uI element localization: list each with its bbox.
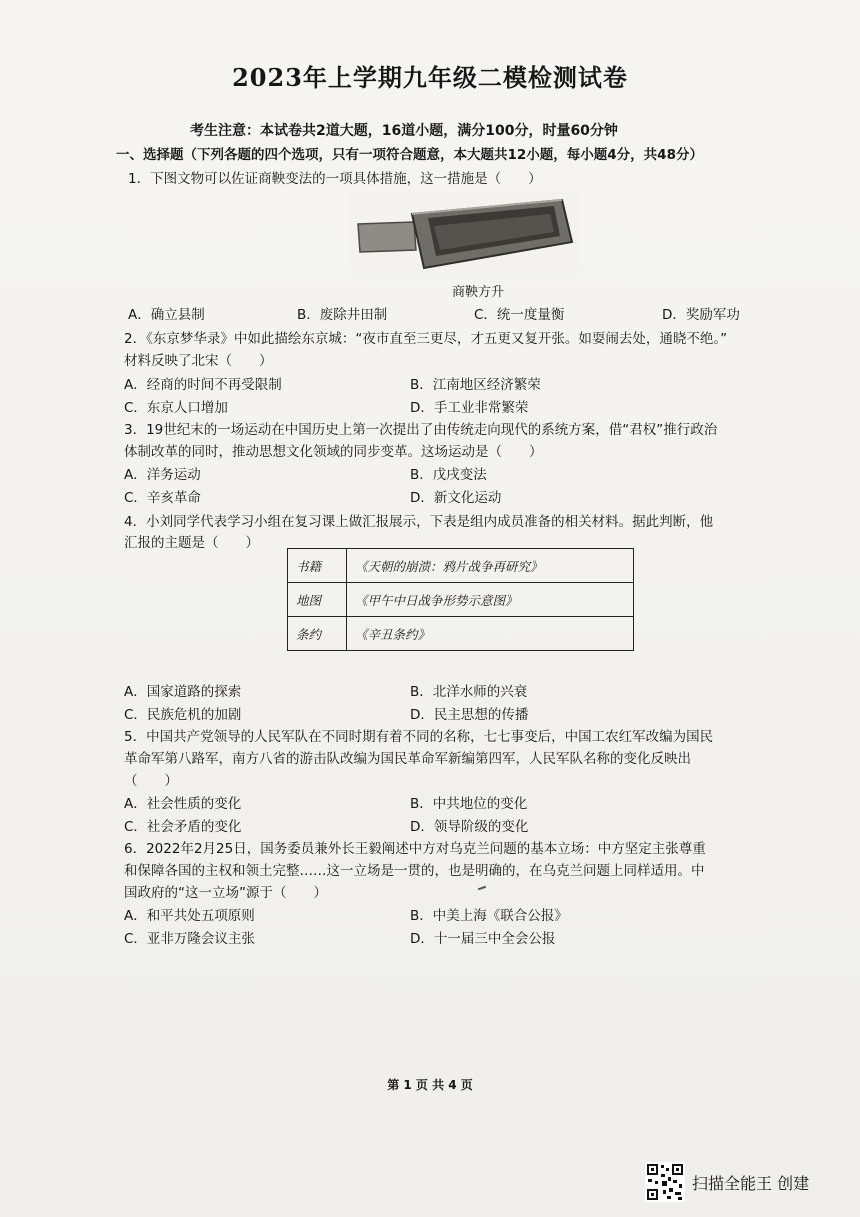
question-6-stem-line-3: 国政府的“这一立场”源于（ ） [124,885,327,901]
question-1-stem: 1．下图文物可以佐证商鞅变法的一项具体措施，这一措施是（ ） [128,171,542,187]
question-3-stem-line-1: 3．19世纪末的一场运动在中国历史上第一次提出了由传统走向现代的系统方案，借“君权”推行政治 [124,422,718,438]
question-4-stem-line-2: 汇报的主题是（ ） [124,535,259,551]
q2-option-b[interactable]: B．江南地区经济繁荣 [410,377,541,393]
question-5-stem-line-3: （ ） [124,773,178,789]
q6-option-c[interactable]: C．亚非万隆会议主张 [124,931,255,947]
page-title: 2023年上学期九年级二模检测试卷 [232,63,628,92]
question-3-stem-line-2: 体制改革的同时，推动思想文化领域的同步变革。这场运动是（ ） [124,444,543,460]
pencil-mark [478,886,486,891]
table-row [288,583,634,617]
q5-option-c[interactable]: C．社会矛盾的变化 [124,819,242,835]
question-6-stem-line-2: 和保障各国的主权和领土完整……这一立场是一贯的，也是明确的，在乌克兰问题上同样适用。中 [124,863,705,879]
question-2-stem-line-1: 2．《东京梦华录》中如此描绘东京城：“夜市直至三更尽，才五更又复开张。如耍闹去处，通晓不绝。” [124,331,728,347]
qr-code-icon [645,1162,685,1202]
shang-yang-measure-image [350,192,580,274]
scanner-watermark: 扫描全能王 创建 [692,1174,810,1193]
section-heading: 一、选择题（下列各题的四个选项，只有一项符合题意，本大题共12小题，每小题4分，共48分） [116,147,703,163]
q1-option-c[interactable]: C．统一度量衡 [474,307,565,323]
question-5-stem-line-1: 5．中国共产党领导的人民军队在不同时期有着不同的名称，七七事变后，中国工农红军改编为国民 [124,729,714,745]
image-caption: 商鞅方升 [452,285,505,300]
materials-table [287,548,634,651]
exam-notice: 考生注意：本试卷共2道大题，16道小题，满分100分，时量60分钟 [190,123,618,139]
q2-option-a[interactable]: A．经商的时间不再受限制 [124,377,282,393]
q4-option-d[interactable]: D．民主思想的传播 [410,707,529,723]
q4-option-b[interactable]: B．北洋水师的兴衰 [410,684,528,700]
q1-option-b[interactable]: B．废除井田制 [297,307,388,323]
question-5-stem-line-2: 革命军第八路军，南方八省的游击队改编为国民革命军新编第四军，人民军队名称的变化反映出 [124,751,691,767]
q4-option-c[interactable]: C．民族危机的加剧 [124,707,242,723]
q6-option-b[interactable]: B．中美上海《联合公报》 [410,908,568,924]
q6-option-a[interactable]: A．和平共处五项原则 [124,908,255,924]
q1-option-a[interactable]: A．确立县制 [128,307,205,323]
q6-option-d[interactable]: D．十一届三中全会公报 [410,931,556,947]
q2-option-c[interactable]: C．东京人口增加 [124,400,228,416]
q5-option-b[interactable]: B．中共地位的变化 [410,796,528,812]
question-2-stem-line-2: 材料反映了北宋（ ） [124,353,273,369]
table-value: 《天朝的崩溃：鸦片战争再研究》 [347,549,634,583]
table-key: 条约 [288,617,347,651]
question-6-stem-line-1: 6．2022年2月25日，国务委员兼外长王毅阐述中方对乌克兰问题的基本立场：中方坚定主张尊重 [124,841,706,857]
question-4-stem-line-1: 4．小刘同学代表学习小组在复习课上做汇报展示，下表是组内成员准备的相关材料。据此判断，他 [124,514,714,530]
table-value: 《甲午中日战争形势示意图》 [347,583,634,617]
q5-option-d[interactable]: D．领导阶级的变化 [410,819,529,835]
table-row [288,617,634,651]
q1-option-d[interactable]: D．奖励军功 [662,307,740,323]
table-key: 地图 [288,583,347,617]
q2-option-d[interactable]: D．手工业非常繁荣 [410,400,529,416]
table-row [288,549,634,583]
table-key: 书籍 [288,549,347,583]
q3-option-a[interactable]: A．洋务运动 [124,467,201,483]
q4-option-a[interactable]: A．国家道路的探索 [124,684,242,700]
page-number: 第 1 页 共 4 页 [387,1078,473,1092]
q3-option-b[interactable]: B．戊戌变法 [410,467,487,483]
table-value: 《辛丑条约》 [347,617,634,651]
q3-option-d[interactable]: D．新文化运动 [410,490,502,506]
q5-option-a[interactable]: A．社会性质的变化 [124,796,242,812]
q3-option-c[interactable]: C．辛亥革命 [124,490,201,506]
